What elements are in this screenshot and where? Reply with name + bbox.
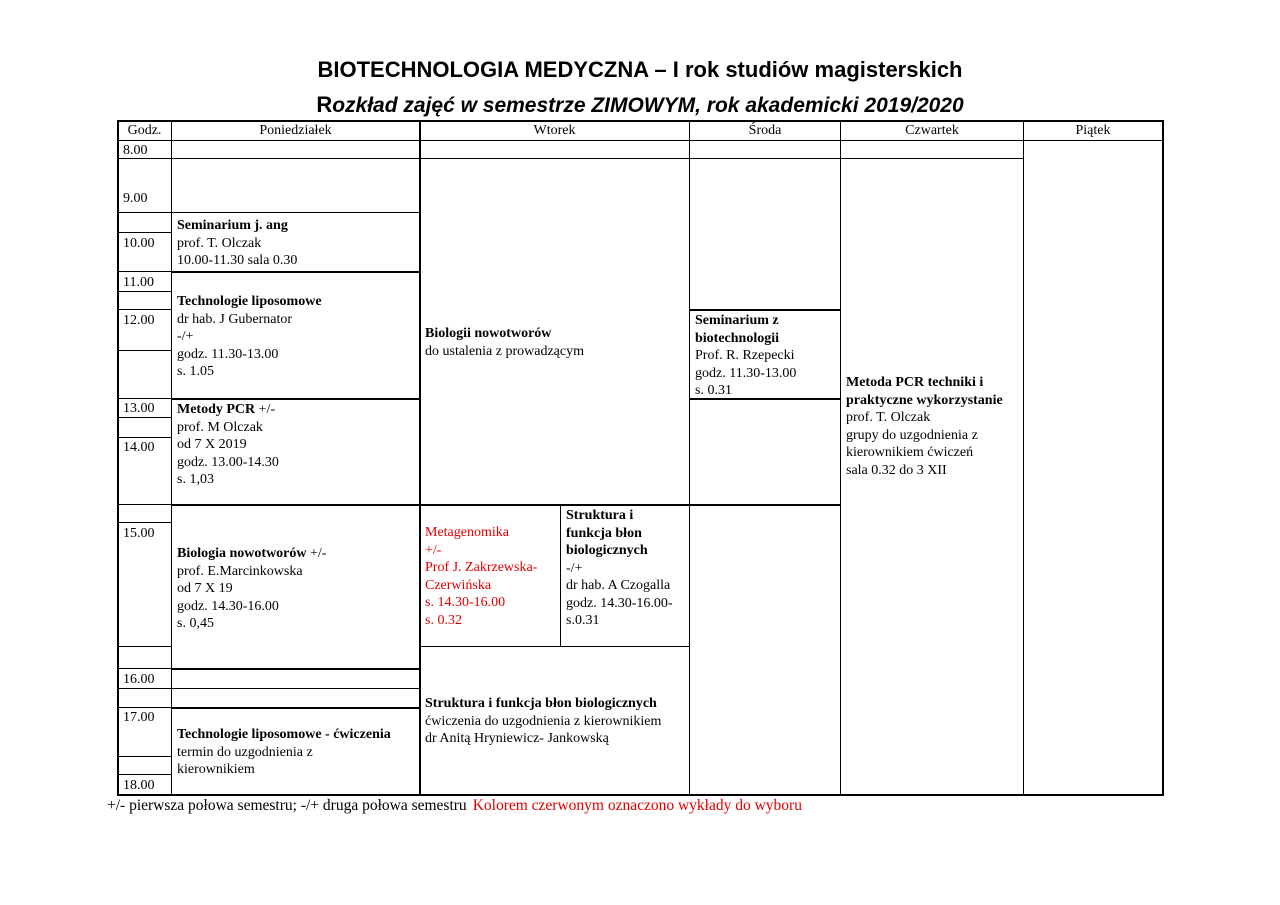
footer-legend: +/- pierwsza połowa semestru; -/+ druga połowa semestru <box>107 797 467 814</box>
hour-label: 10.00 <box>123 236 155 251</box>
page-title: BIOTECHNOLOGIA MEDYCZNA – I rok studiów magisterskich <box>317 57 963 82</box>
header-friday: Piątek <box>1075 123 1111 138</box>
header-tuesday: Wtorek <box>533 123 576 138</box>
header-hour: Godz. <box>127 123 162 138</box>
hour-label: 12.00 <box>123 313 155 328</box>
class-metagenomics: Metagenomika +/- Prof J. Zakrzewska- Czerwińska s. 14.30-16.00 s. 0.32 <box>425 525 538 628</box>
header-wednesday: Środa <box>748 123 782 138</box>
footer-note <box>107 797 802 815</box>
class-pcr-methods: Metody PCR +/- prof. M Olczak od 7 X 2019 godz. 13.00-14.30 s. 1,03 <box>177 402 279 487</box>
class-cancer-biology: Biologia nowotworów +/- prof. E.Marcinkowska od 7 X 19 godz. 14.30-16.00 s. 0,45 <box>177 546 327 631</box>
class-seminar-english: Seminarium j. ang prof. T. Olczak 10.00-11.30 sala 0.30 <box>177 218 298 268</box>
footer-red-note: Kolorem czerwonym oznaczono wykłady do wyboru <box>472 797 802 814</box>
hour-label: 8.00 <box>123 143 148 158</box>
hour-label: 15.00 <box>123 526 155 541</box>
class-cancer-biology-tuesday: Biologii nowotworów do ustalenia z prowadzącym <box>425 326 584 359</box>
class-biotech-seminar: Seminarium z biotechnologii Prof. R. Rzepecki godz. 11.30-13.00 s. 0.31 <box>695 313 797 398</box>
class-liposome-exercises: Technologie liposomowe - ćwiczenia termin do uzgodnienia z kierownikiem <box>177 727 391 777</box>
header-thursday: Czwartek <box>905 123 959 138</box>
page-subtitle: Rozkład zajęć w semestrze ZIMOWYM, rok akademicki 2019/2020 <box>316 92 964 117</box>
hour-label: 18.00 <box>123 778 155 793</box>
hour-label: 14.00 <box>123 440 155 455</box>
hour-label: 16.00 <box>123 672 155 687</box>
hour-label: 17.00 <box>123 710 155 725</box>
header-monday: Poniedziałek <box>259 123 332 138</box>
hour-label: 11.00 <box>123 275 154 290</box>
class-membrane-exercises: Struktura i funkcja błon biologicznych ćwiczenia do uzgodnienia z kierownikiem dr Anitą Hryniewicz- Jankowską <box>425 696 662 746</box>
class-pcr-techniques: Metoda PCR techniki i praktyczne wykorzystanie prof. T. Olczak grupy do uzgodnienia z kierownikiem ćwiczeń sala 0.32 do 3 XII <box>846 375 1003 478</box>
hour-label: 9.00 <box>123 191 148 206</box>
hour-label: 13.00 <box>123 401 155 416</box>
class-membrane-structure: Struktura i funkcja błon biologicznych -/+ dr hab. A Czogalla godz. 14.30-16.00- s.0.31 <box>566 508 673 628</box>
class-liposome-technologies: Technologie liposomowe dr hab. J Gubernator -/+ godz. 11.30-13.00 s. 1.05 <box>177 294 322 379</box>
